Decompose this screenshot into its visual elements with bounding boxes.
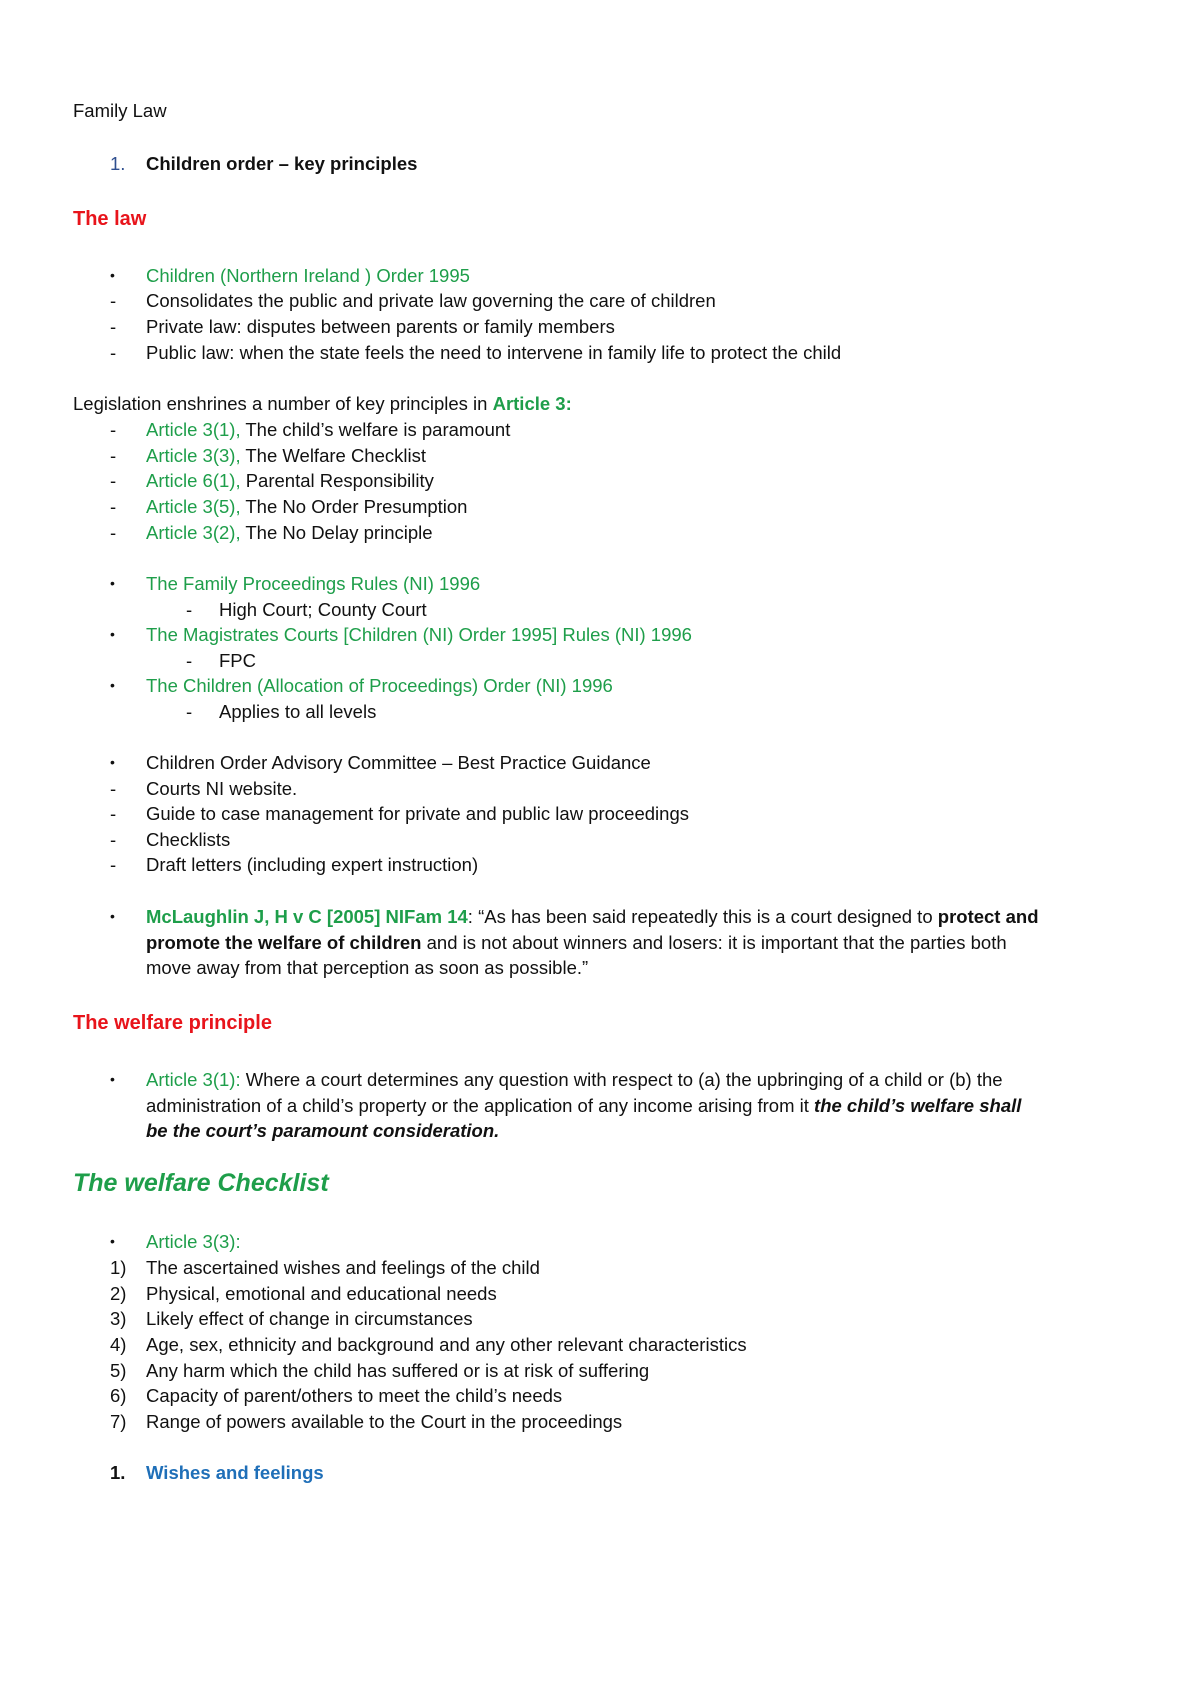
bullet-icon: • [110,677,115,693]
list-item [146,493,467,520]
dash-icon: - [110,778,117,799]
dash-icon: - [110,419,117,440]
article-text: The No Order Presumption [240,496,468,517]
bullet-icon: • [110,754,115,770]
bullet-icon: • [110,1071,115,1087]
article-text: The Welfare Checklist [240,445,426,466]
list-item [146,467,434,494]
list-number: 4) [110,1334,127,1355]
heading-the-law: The law [73,208,147,230]
dash-icon: - [186,701,193,722]
dash-icon: - [110,496,117,517]
article-ref: Article 6(1), [146,470,241,491]
list-item: Private law: disputes between parents or family members [146,316,615,337]
checklist-item: Likely effect of change in circumstances [146,1308,473,1329]
list-number: 2) [110,1283,127,1304]
intro-text: Legislation enshrines a number of key principles in [73,393,493,414]
list-number: 6) [110,1385,127,1406]
article-ref: Article 3(5), [146,496,241,517]
list-item: The Family Proceedings Rules (NI) 1996 [146,573,481,594]
heading-welfare-checklist: The welfare Checklist [73,1169,329,1197]
dash-icon: - [110,803,117,824]
quote-text: and is not about winners and losers: it is important that the parties both [421,932,1007,953]
case-quote-line-2 [146,929,1007,956]
article-ref: Article 3(1): [146,1069,241,1090]
case-quote-line-1 [146,903,1039,930]
dash-icon: - [110,854,117,875]
bullet-icon: • [110,1233,115,1249]
dash-icon: - [110,470,117,491]
list-item: The Children (Allocation of Proceedings) Order (NI) 1996 [146,675,613,696]
sub-list-item: Applies to all levels [219,701,377,722]
subsection-heading: Wishes and feelings [146,1462,324,1483]
article-text: Parental Responsibility [240,470,434,491]
quote-bold: protect and [937,906,1039,927]
sub-list-item: FPC [219,650,256,671]
principle-text: Where a court determines any question with respect to (a) the upbringing of a child or (b) the [240,1069,1003,1090]
dash-icon: - [110,522,117,543]
bullet-icon: • [110,626,115,642]
article-text: The child’s welfare is paramount [240,419,511,440]
list-item [146,442,426,469]
case-colon: : [467,906,479,927]
list-item [146,416,510,443]
list-item: Children Order Advisory Committee – Best Practice Guidance [146,752,651,773]
quote-bold: promote the welfare of children [146,932,422,953]
list-item: Public law: when the state feels the need to intervene in family life to protect the child [146,342,842,363]
heading-welfare-principle: The welfare principle [73,1012,272,1034]
checklist-article-ref: Article 3(3): [146,1231,241,1252]
list-item: Children (Northern Ireland ) Order 1995 [146,265,470,286]
bullet-icon: • [110,908,115,924]
article-text: The No Delay principle [240,522,433,543]
document-title: Family Law [73,100,167,121]
checklist-item: Range of powers available to the Court in the proceedings [146,1411,623,1432]
subsection-number: 1. [110,1462,126,1483]
list-number: 3) [110,1308,127,1329]
legislation-intro [73,390,572,417]
welfare-principle-line-2 [146,1092,1021,1119]
case-citation: McLaughlin J, H v C [2005] NIFam 14 [146,906,468,927]
list-item: Consolidates the public and private law governing the care of children [146,290,716,311]
article-ref: Article 3(1), [146,419,241,440]
checklist-item: Age, sex, ethnicity and background and any other relevant characteristics [146,1334,747,1355]
list-item: Draft letters (including expert instruction) [146,854,479,875]
section-heading: Children order – key principles [146,153,418,174]
quote-text: “As has been said repeatedly this is a court designed to [478,906,938,927]
list-item [146,519,433,546]
dash-icon: - [110,829,117,850]
list-item: The Magistrates Courts [Children (NI) Order 1995] Rules (NI) 1996 [146,624,692,645]
intro-article-ref: Article 3: [492,393,572,414]
list-number: 1) [110,1257,127,1278]
case-quote-line-3: move away from that perception as soon as possible.” [146,957,589,978]
article-ref: Article 3(3), [146,445,241,466]
dash-icon: - [110,290,117,311]
principle-text: administration of a child’s property or the application of any income arising from it [146,1095,815,1116]
welfare-principle-line-1 [146,1066,1003,1093]
list-item: Checklists [146,829,231,850]
list-item: Courts NI website. [146,778,298,799]
dash-icon: - [110,316,117,337]
article-ref: Article 3(2), [146,522,241,543]
dash-icon: - [186,599,193,620]
checklist-item: Capacity of parent/others to meet the child’s needs [146,1385,563,1406]
bullet-icon: • [110,575,115,591]
checklist-item: The ascertained wishes and feelings of the child [146,1257,540,1278]
welfare-principle-line-3: be the court’s paramount consideration. [146,1120,500,1141]
dash-icon: - [110,342,117,363]
dash-icon: - [110,445,117,466]
sub-list-item: High Court; County Court [219,599,427,620]
principle-emphasis: the child’s welfare shall [814,1095,1022,1116]
list-number: 5) [110,1360,127,1381]
checklist-item: Physical, emotional and educational needs [146,1283,497,1304]
list-number: 7) [110,1411,127,1432]
section-number: 1. [110,153,126,174]
checklist-item: Any harm which the child has suffered or is at risk of suffering [146,1360,650,1381]
bullet-icon: • [110,267,115,283]
list-item: Guide to case management for private and public law proceedings [146,803,689,824]
dash-icon: - [186,650,193,671]
